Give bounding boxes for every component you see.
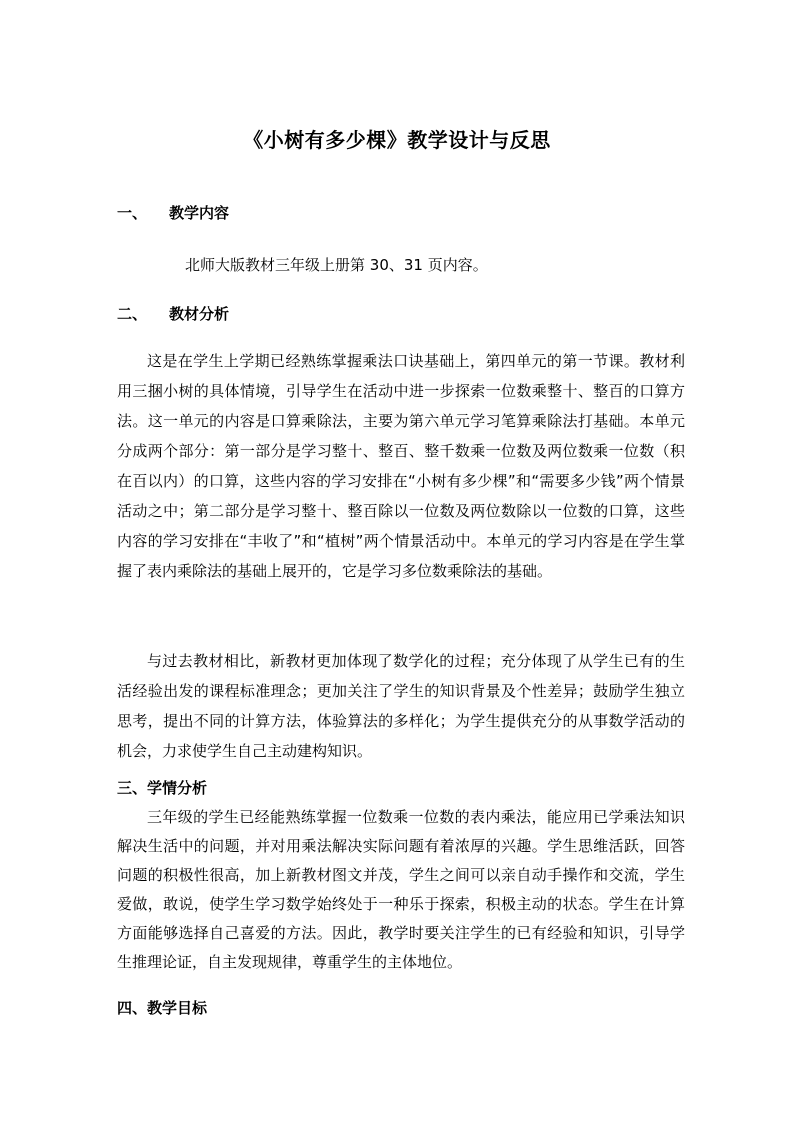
section-number: 一、 — [117, 204, 148, 222]
paragraph: 这是在学生上学期已经熟练掌握乘法口诀基础上，第四单元的第一节课。教材利用三捆小树的具体情境，引导学生在活动中进一步探索一位数乘整十、整百的口算方法。这一单元的内容是口算乘除法，主要为第六单元学习笔算乘除法打基础。本单元分成两个部分：第一部分是学习整十、整百、整千数乘一位数及两位数乘一位数（积在百以内）的口算，这些内容的学习安排在“小树有多少棵”和“需要多少钱”两个情景活动之中；第二部分是学习整十、整百除以一位数及两位数除以一位数的口算，这些内容的学习安排在“丰收了”和“植树”两个情景活动中。本单元的学习内容是在学生掌握了表内乘除法的基础上展开的，它是学习多位数乘除法的基础。 — [117, 352, 685, 580]
section-number: 二、 — [117, 305, 148, 323]
section-heading-teaching-goals — [117, 997, 207, 1019]
section-content: 北师大版教材三年级上册第 30、31 页内容。 — [185, 256, 488, 274]
section-title: 学情分析 — [147, 779, 208, 797]
section-heading-learner-analysis — [117, 777, 207, 799]
section-heading-teaching-content — [117, 202, 229, 224]
section-title: 教学目标 — [147, 999, 208, 1017]
paragraph: 三年级的学生已经能熟练掌握一位数乘一位数的表内乘法，能应用已学乘法知识解决生活中的问题，并对用乘法解决实际问题有着浓厚的兴趣。学生思维活跃，回答问题的积极性很高，加上新教材图文并茂，学生之间可以亲自动手操作和交流，学生爱做，敢说，使学生学习数学始终处于一种乐于探索，积极主动的状态。学生在计算方面能够选择自己喜爱的方法。因此，教学时要关注学生的已有经验和知识，引导学生推理论证，自主发现规律，尊重学生的主体地位。 — [117, 808, 685, 971]
section-number: 三、 — [117, 779, 148, 797]
document-title: 《小树有多少棵》教学设计与反思 — [243, 128, 551, 152]
paragraph: 与过去教材相比，新教材更加体现了数学化的过程；充分体现了从学生已有的生活经验出发的课程标准理念；更加关注了学生的知识背景及个性差异；鼓励学生独立思考，提出不同的计算方法，体验算法的多样化；为学生提供充分的从事数学活动的机会，力求使学生自己主动建构知识。 — [117, 652, 685, 760]
section-title: 教学内容 — [169, 204, 230, 222]
section-number: 四、 — [117, 999, 148, 1017]
section-title: 教材分析 — [169, 305, 230, 323]
section-heading-textbook-analysis — [117, 303, 229, 325]
